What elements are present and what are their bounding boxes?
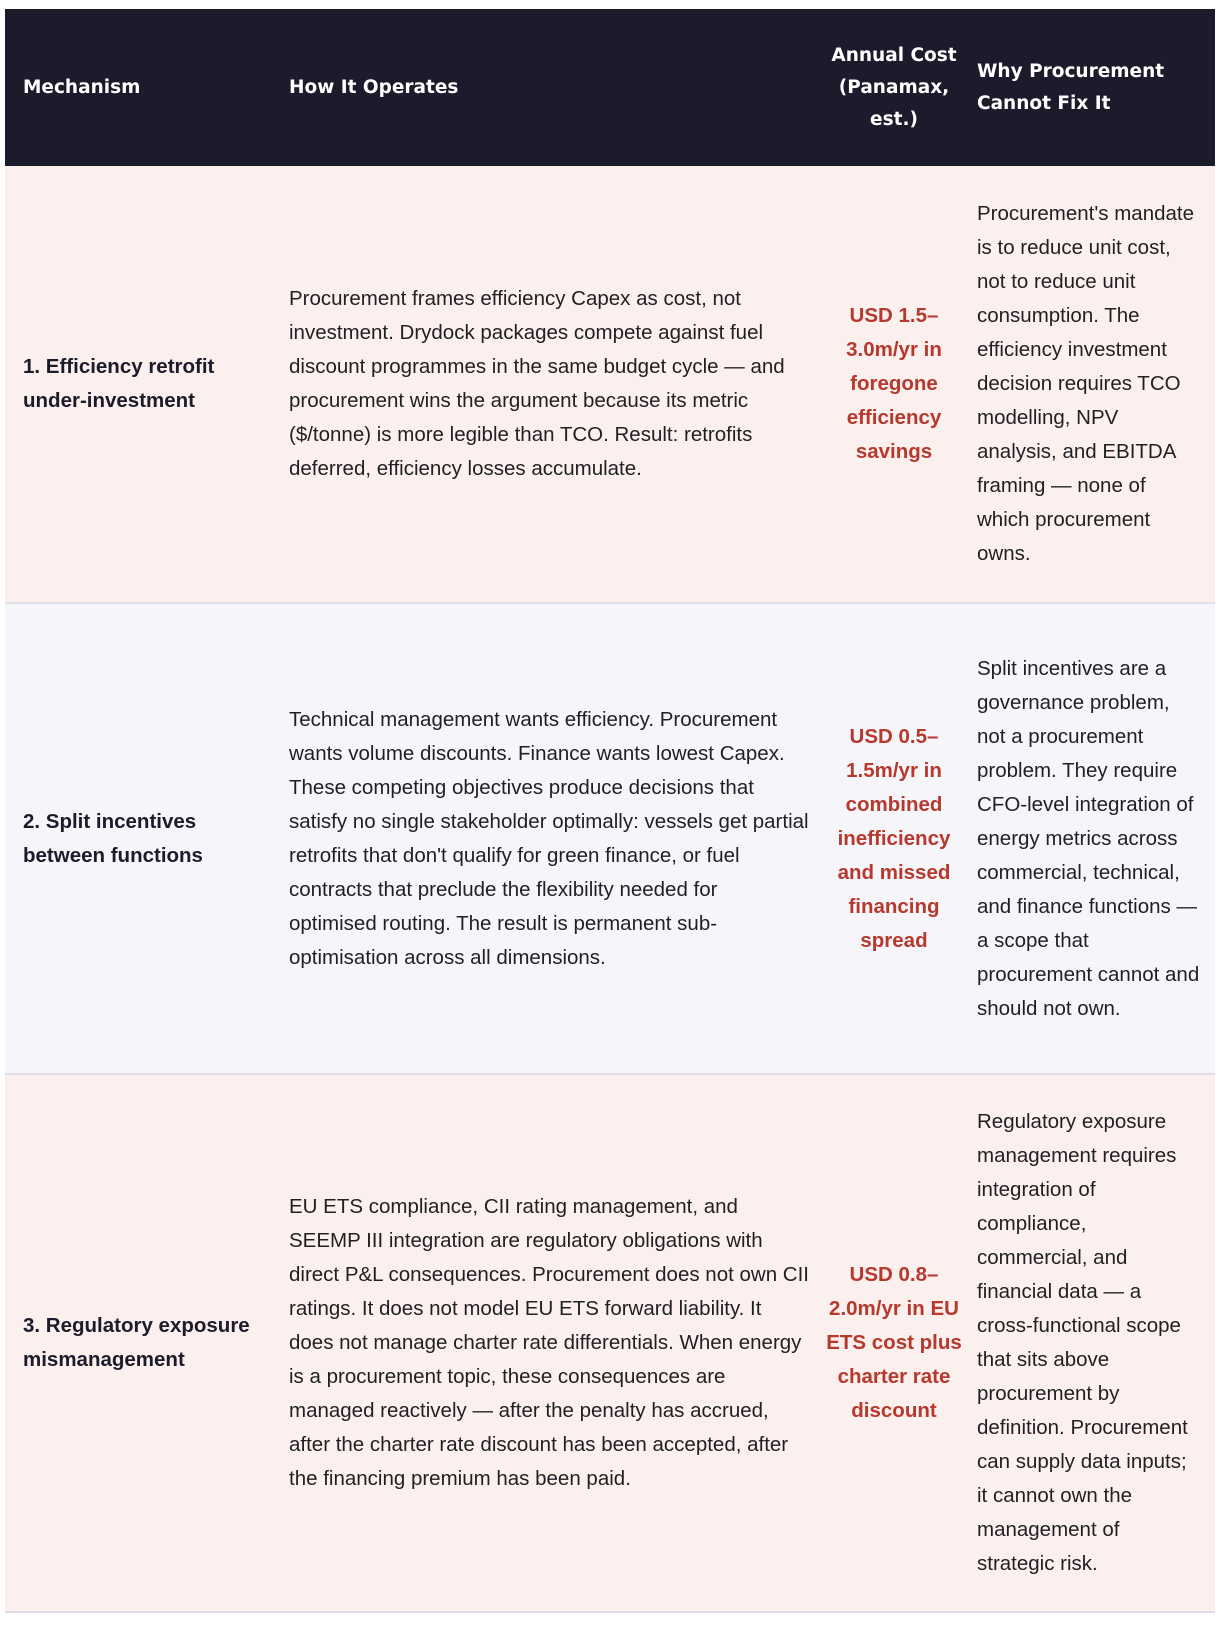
table-row — [5, 1074, 1215, 1612]
header-why-procurement-cannot-fix: Why Procurement Cannot Fix It — [977, 60, 1165, 114]
row-mechanism: 1. Efficiency retrofit under-investment — [23, 355, 215, 412]
comparison-table-container — [5, 9, 1215, 1613]
header-row — [5, 9, 1215, 166]
row-how-it-operates: EU ETS compliance, CII rating management, and SEEMP III integration are regulatory obligations with direct P&L consequences. Procurement does not own CII ratings. It does not model EU ETS forward liability. It does not manage charter rate differentials. When energy is a procurement topic, these consequences are managed reactively — after the penalty has accrued, after the charter rate discount has been accepted, after the financing premium has been paid. — [289, 1195, 809, 1490]
row-annual-cost: USD 0.5–1.5m/yr in combined inefficiency and missed financing spread — [837, 724, 951, 952]
row-mechanism: 3. Regulatory exposure mismanagement — [23, 1314, 250, 1371]
procurement-mechanism-table — [5, 9, 1215, 1613]
header-annual-cost: Annual Cost (Panamax, est.) — [831, 44, 957, 130]
table-body — [5, 166, 1215, 1612]
row-why-cannot-fix: Procurement's mandate is to reduce unit cost, not to reduce unit consumption. The efficiency investment decision requires TCO modelling, NPV analysis, and EBITDA framing — none of which procurement owns. — [977, 202, 1194, 565]
row-why-cannot-fix: Regulatory exposure management requires integration of compliance, commercial, and financial data — a cross-functional scope that sits above procurement by definition. Procurement can supply data inputs; it cannot own the management of strategic risk. — [977, 1110, 1188, 1575]
row-annual-cost: USD 0.8–2.0m/yr in EU ETS cost plus charter rate discount — [826, 1263, 962, 1422]
row-annual-cost: USD 1.5–3.0m/yr in foregone efficiency savings — [846, 304, 942, 463]
row-how-it-operates: Procurement frames efficiency Capex as cost, not investment. Drydock packages compete against fuel discount programmes in the same budget cycle — and procurement wins the argument because its metric ($/tonne) is more legible than TCO. Result: retrofits deferred, efficiency losses accumulate. — [289, 287, 785, 480]
table-row — [5, 603, 1215, 1074]
row-how-it-operates: Technical management wants efficiency. Procurement wants volume discounts. Finance wants lowest Capex. These competing objectives produce decisions that satisfy no single stakeholder optimally: vessels get partial retrofits that don't qualify for green finance, or fuel contracts that preclude the flexibility needed for optimised routing. The result is permanent sub-optimisation across all dimensions. — [289, 707, 809, 969]
header-mechanism: Mechanism — [23, 76, 141, 98]
row-why-cannot-fix: Split incentives are a governance problem, not a procurement problem. They require CFO-level integration of energy metrics across commercial, technical, and finance functions — a scope that procurement cannot and should not own. — [977, 656, 1200, 1020]
table-row — [5, 166, 1215, 603]
table-header — [5, 9, 1215, 166]
row-mechanism: 2. Split incentives between functions — [23, 809, 203, 867]
header-how-it-operates: How It Operates — [289, 76, 459, 98]
